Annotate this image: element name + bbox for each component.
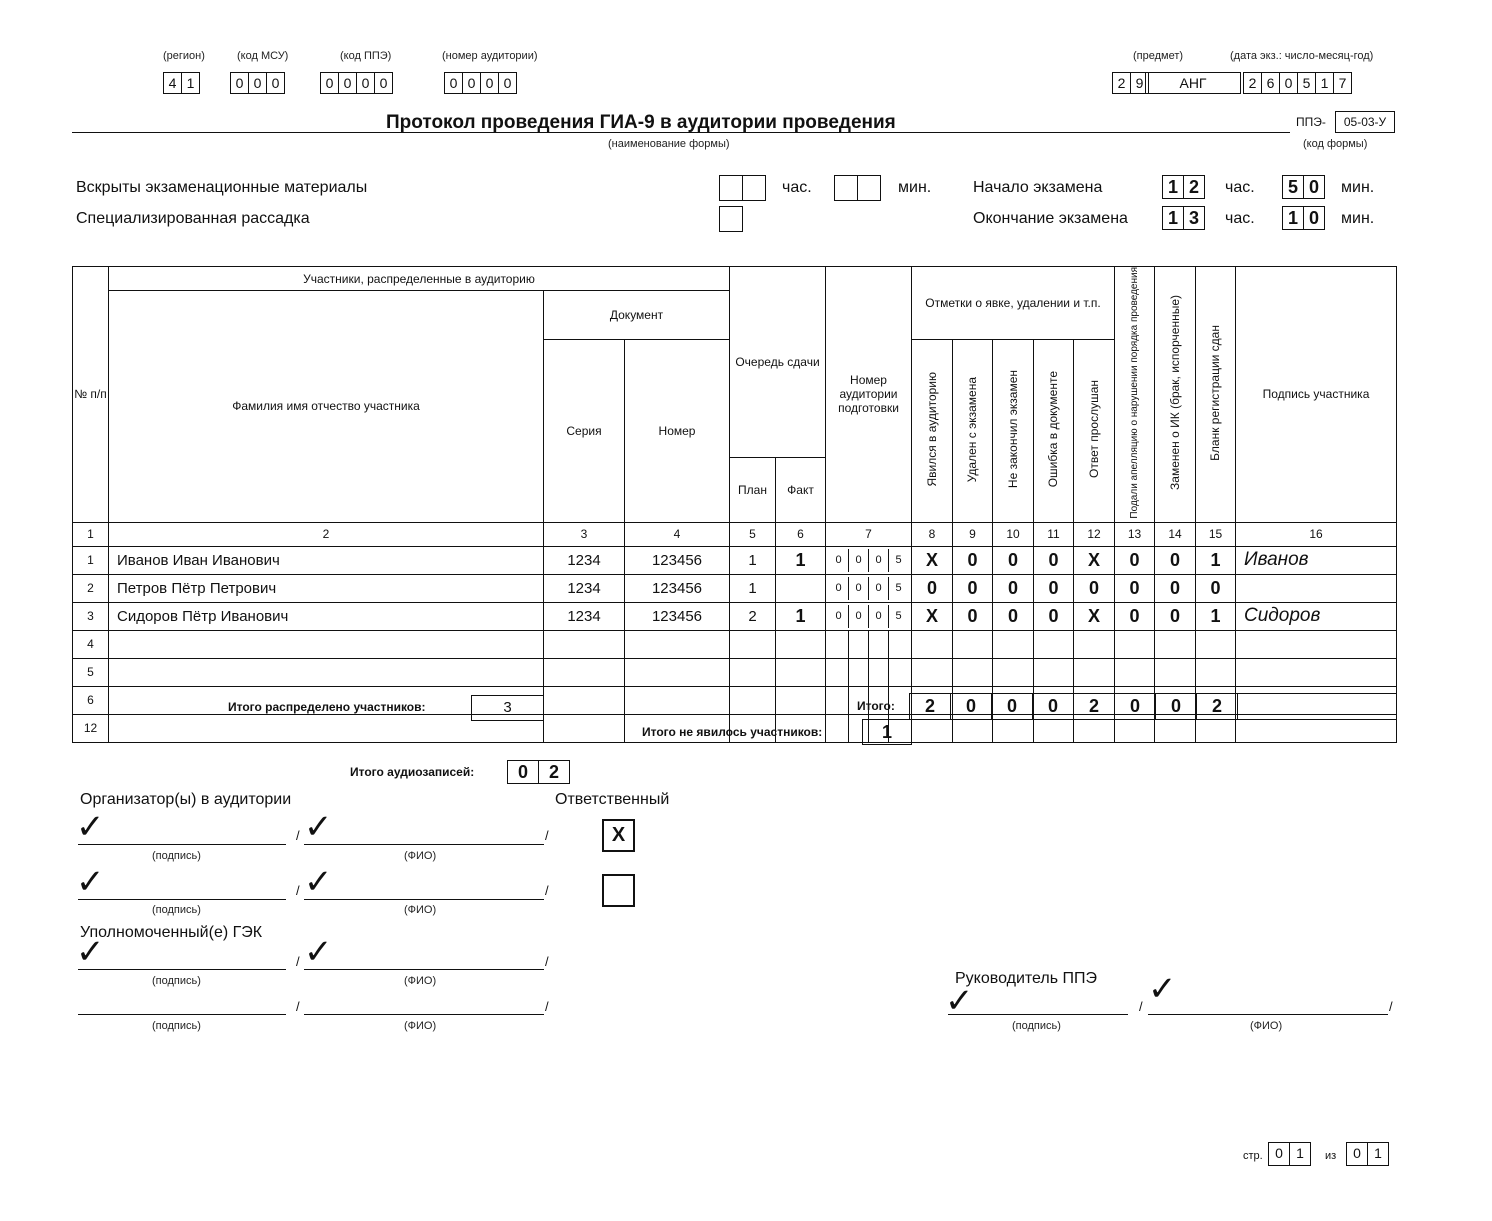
gek1-sign-line <box>78 969 286 970</box>
organizers-label: Организатор(ы) в аудитории <box>80 791 292 808</box>
special-seating-box <box>719 206 743 232</box>
col-header-participants: Участники, распределенные в аудиторию <box>109 267 730 291</box>
page-boxes: 0 1 <box>1268 1142 1311 1166</box>
col-header-fact: Факт <box>776 457 826 522</box>
fio-caption: (ФИО) <box>404 904 437 916</box>
slash: / <box>1139 999 1143 1014</box>
absent-count: 1 <box>862 719 912 745</box>
distributed-count: 3 <box>471 695 544 721</box>
head-fio-line <box>1148 1014 1388 1015</box>
gek-label: Уполномоченный(е) ГЭК <box>80 924 263 941</box>
slash: / <box>545 954 549 969</box>
slash: / <box>296 883 300 898</box>
head-fio-check: ✓ <box>1148 970 1177 1008</box>
subject-name: АНГ <box>1145 72 1241 94</box>
slash: / <box>296 954 300 969</box>
start-minutes-boxes: 5 0 <box>1282 175 1325 199</box>
col-header-appeared: Явился в аудиторию <box>924 372 939 487</box>
msu-caption: (код МСУ) <box>237 50 289 62</box>
page-label: стр. <box>1243 1150 1263 1162</box>
col-header-document: Документ <box>544 291 730 340</box>
slash: / <box>296 828 300 843</box>
slash: / <box>1389 999 1393 1014</box>
slash: / <box>296 999 300 1014</box>
absent-label: Итого не явилось участников: <box>642 725 823 739</box>
col-header-removed: Удален с экзамена <box>965 376 979 483</box>
table-row-empty: 6 <box>73 686 1397 714</box>
form-code-prefix: ППЭ- <box>1296 115 1326 129</box>
special-seating-label: Специализированная рассадка <box>76 210 310 227</box>
sign-caption: (подпись) <box>152 904 201 916</box>
sign-caption: (подпись) <box>152 975 201 987</box>
opened-minutes-boxes <box>834 175 881 201</box>
col-header-prep-room: Номер аудитории подготовки <box>826 267 912 523</box>
head-sign-check: ✓ <box>945 982 974 1020</box>
slash: / <box>545 883 549 898</box>
column-numbers-row: 1 2 3 4 5 6 7 8 9 10 11 12 13 14 15 16 <box>73 522 1397 546</box>
organizer1-fio-line <box>304 844 544 845</box>
opened-label: Вскрыты экзаменационные материалы <box>76 179 368 196</box>
opened-hours-unit: час. <box>782 179 812 196</box>
organizer2-fio-line <box>304 899 544 900</box>
total-pages-boxes: 0 1 <box>1346 1142 1389 1166</box>
sign-caption: (подпись) <box>152 850 201 862</box>
organizer2-sign-line <box>78 899 286 900</box>
room-boxes: 0 0 0 0 <box>444 72 517 94</box>
col-header-plan: План <box>730 457 776 522</box>
gek2-sign-line <box>78 1014 286 1015</box>
ppe-caption: (код ППЭ) <box>340 50 392 62</box>
room-caption: (номер аудитории) <box>442 50 538 62</box>
gek1-sign-check: ✓ <box>76 933 105 971</box>
responsible-label: Ответственный <box>555 791 670 808</box>
organizer1-fio-check: ✓ <box>304 808 333 846</box>
table-row-empty: 4 <box>73 630 1397 658</box>
sign-caption: (подпись) <box>152 1020 201 1032</box>
col-header-signature: Подпись участника <box>1236 267 1397 523</box>
col-header-replaced: Заменен о ИК (брак, испорченные) <box>1167 295 1182 491</box>
col-header-series: Серия <box>544 340 625 522</box>
form-title-caption: (наименование формы) <box>608 138 730 150</box>
fio-caption: (ФИО) <box>404 1020 437 1032</box>
total-sums: 2 0 0 0 2 0 0 2 <box>909 693 1397 720</box>
fio-caption: (ФИО) <box>404 850 437 862</box>
col-header-queue: Очередь сдачи <box>730 267 826 458</box>
opened-minutes-unit: мин. <box>898 179 932 196</box>
msu-boxes: 0 0 0 <box>230 72 285 94</box>
table-row: 2 Петров Пётр Петрович 1234 123456 1 0 0 0 5 0 0 0 0 0 0 0 0 <box>73 574 1397 602</box>
end-minutes-boxes: 1 0 <box>1282 206 1325 230</box>
total-label: Итого: <box>857 699 895 713</box>
head-sign-line <box>948 1014 1128 1015</box>
fio-caption: (ФИО) <box>1250 1020 1283 1032</box>
region-caption: (регион) <box>163 50 205 62</box>
distributed-label: Итого распределено участников: <box>228 700 426 714</box>
form-title: Протокол проведения ГИА-9 в аудитории проведения <box>386 112 896 133</box>
organizer2-fio-check: ✓ <box>304 863 333 901</box>
subject-code-boxes: 2 9 <box>1112 72 1149 94</box>
col-header-num: № п/п <box>73 267 109 523</box>
date-caption: (дата экз.: число-месяц-год) <box>1230 50 1374 62</box>
audio-label: Итого аудиозаписей: <box>350 765 475 779</box>
end-hours-unit: час. <box>1225 210 1255 227</box>
end-label: Окончание экзамена <box>973 210 1128 227</box>
form-code-caption: (код формы) <box>1303 138 1368 150</box>
audio-boxes: 0 2 <box>507 760 570 784</box>
end-minutes-unit: мин. <box>1341 210 1375 227</box>
organizer2-sign-check: ✓ <box>76 863 105 901</box>
start-label: Начало экзамена <box>973 179 1103 196</box>
col-header-not-finished: Не закончил экзамен <box>1005 370 1020 489</box>
slash: / <box>545 828 549 843</box>
gek2-fio-line <box>304 1014 544 1015</box>
date-boxes: 2 6 0 5 1 7 <box>1243 72 1352 94</box>
gek1-fio-line <box>304 969 544 970</box>
end-hours-boxes: 1 3 <box>1162 206 1205 230</box>
region-boxes: 4 1 <box>163 72 200 94</box>
col-header-blank: Бланк регистрации сдан <box>1208 324 1222 461</box>
start-hours-boxes: 1 2 <box>1162 175 1205 199</box>
gek1-fio-check: ✓ <box>304 933 333 971</box>
fio-caption: (ФИО) <box>404 975 437 987</box>
col-header-doc-error: Ошибка в документе <box>1046 371 1060 488</box>
table-row-empty: 12 <box>73 714 1397 742</box>
form-code: 05-03-У <box>1335 111 1395 133</box>
responsible-box-2 <box>602 874 635 907</box>
ppe-boxes: 0 0 0 0 <box>320 72 393 94</box>
participants-table <box>72 266 1397 743</box>
table-row-empty: 5 <box>73 658 1397 686</box>
sign-caption: (подпись) <box>1012 1020 1061 1032</box>
col-header-appeal: Подали апелляцию о нарушении порядка проведения <box>1129 267 1140 519</box>
subject-caption: (предмет) <box>1133 50 1184 62</box>
start-minutes-unit: мин. <box>1341 179 1375 196</box>
col-header-listened: Ответ прослушан <box>1086 380 1101 479</box>
opened-hours-boxes <box>719 175 766 201</box>
organizer1-sign-line <box>78 844 286 845</box>
col-header-number: Номер <box>625 340 730 522</box>
organizer1-sign-check: ✓ <box>76 808 105 846</box>
table-row: 1 Иванов Иван Иванович 1234 123456 1 1 0 0 0 5 Х 0 0 0 Х 0 0 1 Иванов <box>73 546 1397 574</box>
head-label: Руководитель ППЭ <box>955 970 1098 987</box>
responsible-box-1: Х <box>602 819 635 852</box>
col-header-fio: Фамилия имя отчество участника <box>109 291 544 523</box>
col-header-marks: Отметки о явке, удалении и т.п. <box>912 267 1115 340</box>
slash: / <box>545 999 549 1014</box>
table-row: 3 Сидоров Пётр Иванович 1234 123456 2 1 0 0 0 5 Х 0 0 0 Х 0 0 1 Сидоров <box>73 602 1397 630</box>
start-hours-unit: час. <box>1225 179 1255 196</box>
of-label: из <box>1325 1150 1337 1162</box>
